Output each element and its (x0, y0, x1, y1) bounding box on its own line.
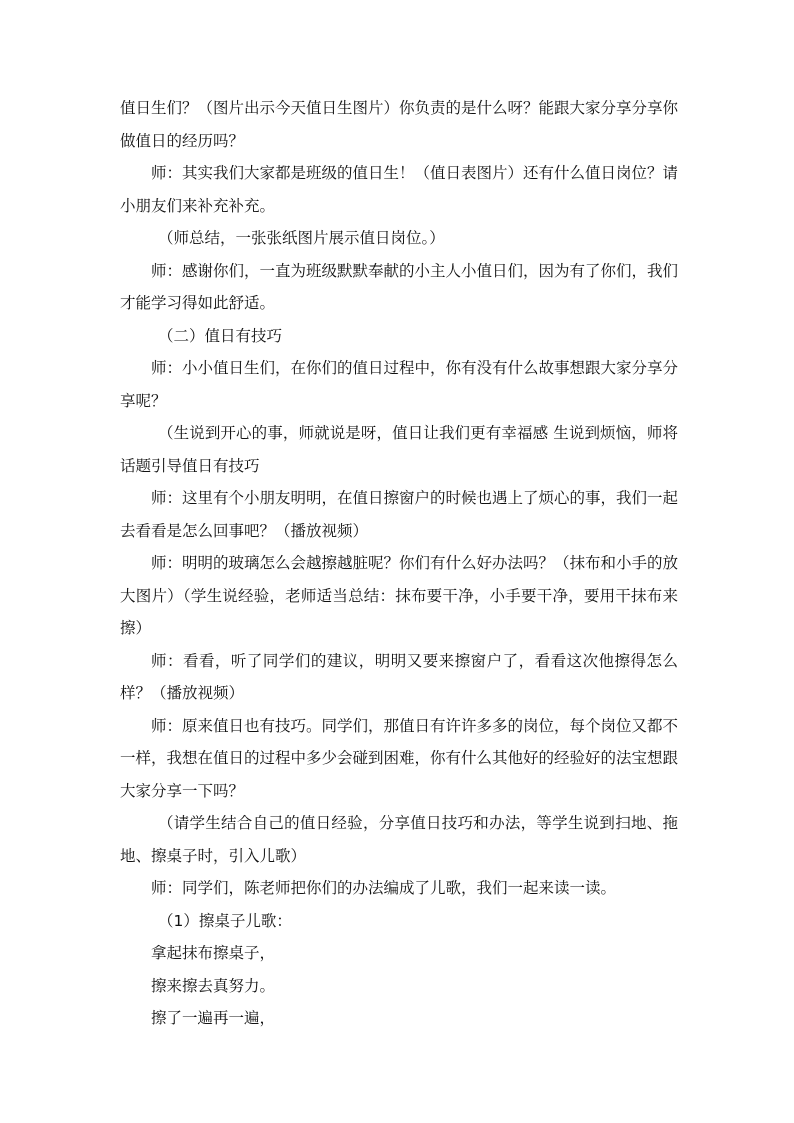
paragraph-teacher-summary-note: （师总结，一张张纸图片展示值日岗位。） (158, 229, 445, 247)
paragraph-teacher-dirty-glass: 师：明明的玻璃怎么会越擦越脏呢？你们有什么好办法吗？（抹布和小手的放大图片）（学生说经验，老师适当总结：抹布要干净，小手要干净，要用干抹布来擦） (120, 554, 679, 637)
rhyme-title: （1）擦桌子儿歌： (158, 911, 292, 930)
paragraph-teacher-mingming-story: 师：这里有个小朋友明明，在值日擦窗户的时候也遇上了烦心的事，我们一起去看看是怎么回事吧？（播放视频） (120, 489, 679, 540)
section-heading-duty-skills: （二）值日有技巧 (158, 326, 283, 345)
document-body (120, 92, 678, 1035)
rhyme-line: 擦了一遍再一遍， (151, 1009, 276, 1027)
rhyme-line: 擦来擦去真努力。 (151, 976, 276, 995)
paragraph-teacher-duty-tips: 师：原来值日也有技巧。同学们，那值日有许许多多的岗位，每个岗位又都不一样，我想在值日的过程中多少会碰到困难，你有什么其他好的经验好的法宝想跟大家分享一下吗？ (120, 716, 679, 800)
paragraph-student-share-note: （请学生结合自己的值日经验，分享值日技巧和办法，等学生说到扫地、拖地、擦桌子时，引入儿歌） (120, 814, 678, 865)
paragraph-continuation: 值日生们？（图片出示今天值日生图片）你负责的是什么呀？能跟大家分享分享你做值日的经历吗？ (120, 99, 679, 150)
paragraph-teacher-watch-again: 师：看看，听了同学们的建议，明明又要来擦窗户了，看看这次他擦得怎么样？（播放视频） (120, 651, 678, 702)
rhyme-line: 拿起抹布擦桌子， (151, 944, 276, 962)
paragraph-teacher-nursery-rhyme-intro: 师：同学们，陈老师把你们的办法编成了儿歌，我们一起来读一读。 (151, 879, 617, 897)
paragraph-teacher-story-prompt: 师：小小值日生们，在你们的值日过程中，你有没有什么故事想跟大家分享分享呢？ (120, 359, 679, 410)
paragraph-teacher-thanks: 师：感谢你们，一直为班级默默奉献的小主人小值日们，因为有了你们，我们才能学习得如此舒适。 (120, 261, 679, 312)
paragraph-teacher-duty-roles: 师：其实我们大家都是班级的值日生！（值日表图片）还有什么值日岗位？请小朋友们来补充补充。 (120, 164, 679, 215)
paragraph-student-feelings-note: （生说到开心的事，师就说是呀，值日让我们更有幸福感 生说到烦恼，师将话题引导值日有技巧 (120, 424, 678, 475)
